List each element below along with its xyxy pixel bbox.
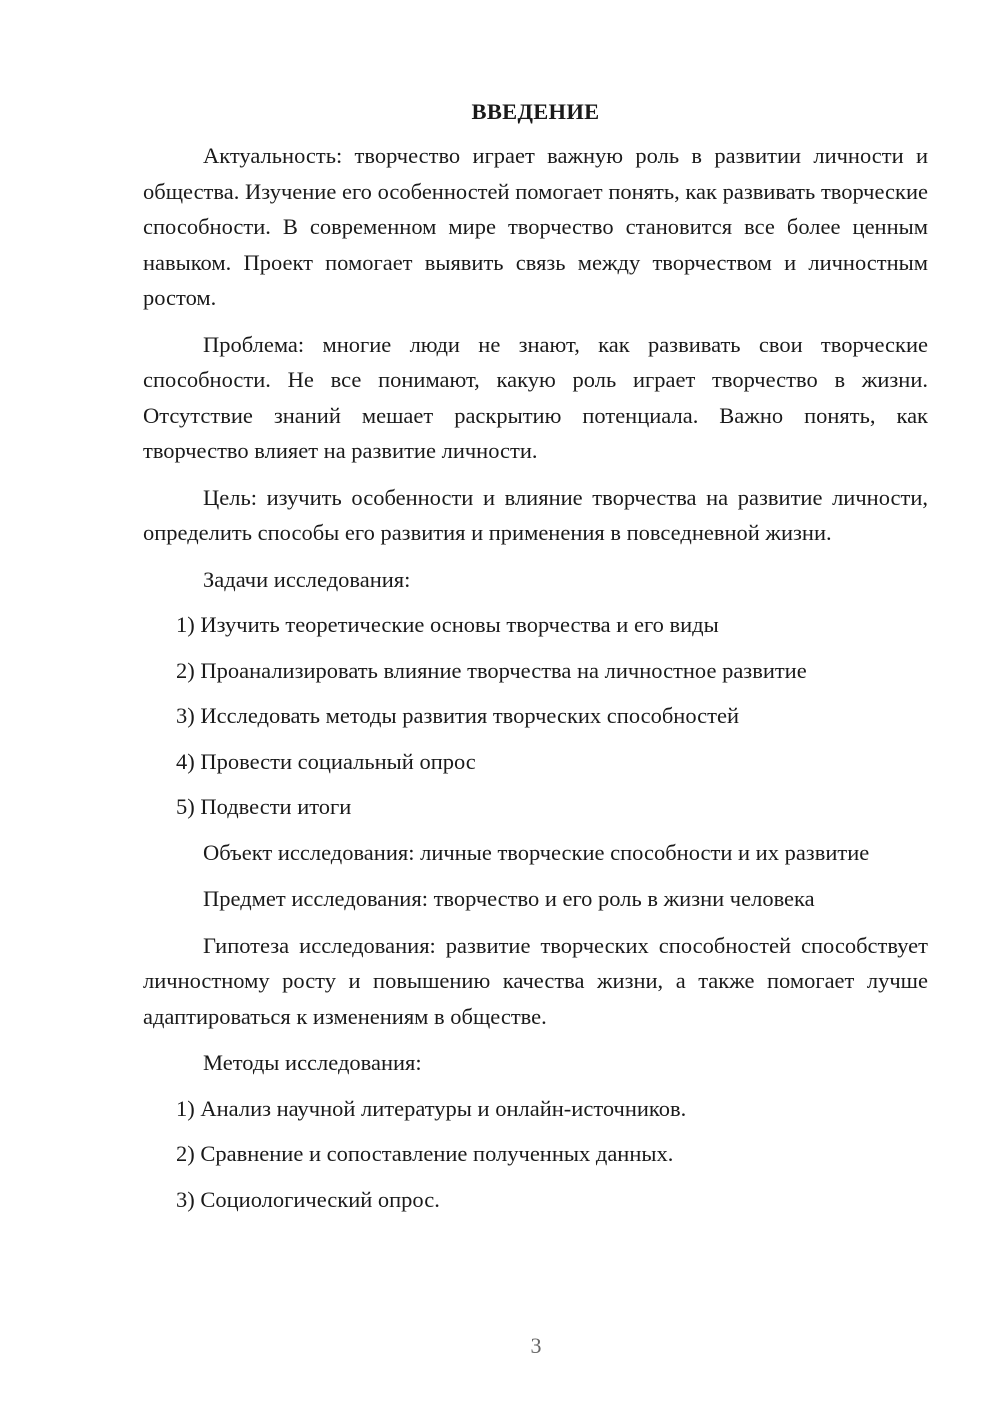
task-item: 5) Подвести итоги — [176, 794, 352, 819]
page-content — [143, 94, 928, 1227]
task-item: 3) Исследовать методы развития творческих способностей — [176, 703, 740, 728]
page-number: 3 — [530, 1333, 542, 1358]
hypothesis-paragraph: Гипотеза исследования: развитие творческих способностей способствует личностному росту и повышению качества жизни, а также помогает лучше адаптироваться к изменениям в обществе. — [143, 932, 928, 1029]
goal-paragraph: Цель: изучить особенности и влияние творчества на развитие личности, определить способы его развития и применения в повседневной жизни. — [143, 484, 928, 545]
method-item: 2) Сравнение и сопоставление полученных данных. — [176, 1141, 674, 1166]
method-item: 3) Социологический опрос. — [176, 1186, 440, 1212]
object-paragraph: Объект исследования: личные творческие способности и их развитие — [203, 839, 870, 865]
task-item: 1) Изучить теоретические основы творчества и его виды — [176, 612, 719, 637]
problem-paragraph: Проблема: многие люди не знают, как развивать свои творческие способности. Не все понимают, какую роль играет творчество в жизни. Отсутствие знаний мешает раскрытию потенциала. Важно понять, как творчество влияет на развитие личности. — [143, 331, 928, 463]
task-item: 4) Провести социальный опрос — [176, 748, 476, 774]
methods-heading: Методы исследования: — [203, 1050, 422, 1075]
relevance-paragraph: Актуальность: творчество играет важную роль в развитии личности и общества. Изучение его особенностей помогает понять, как развивать творческие способности. В современном мире творчество становится все более ценным навыком. Проект помогает выявить связь между творчеством и личностным ростом. — [143, 143, 928, 310]
tasks-list — [143, 607, 928, 825]
section-title: ВВЕДЕНИЕ — [471, 99, 600, 124]
subject-paragraph: Предмет исследования: творчество и его роль в жизни человека — [203, 886, 815, 911]
task-item: 2) Проанализировать влияние творчества на личностное развитие — [176, 657, 807, 683]
methods-list — [143, 1091, 928, 1218]
tasks-heading: Задачи исследования: — [203, 566, 411, 592]
method-item: 1) Анализ научной литературы и онлайн-источников. — [176, 1095, 687, 1121]
